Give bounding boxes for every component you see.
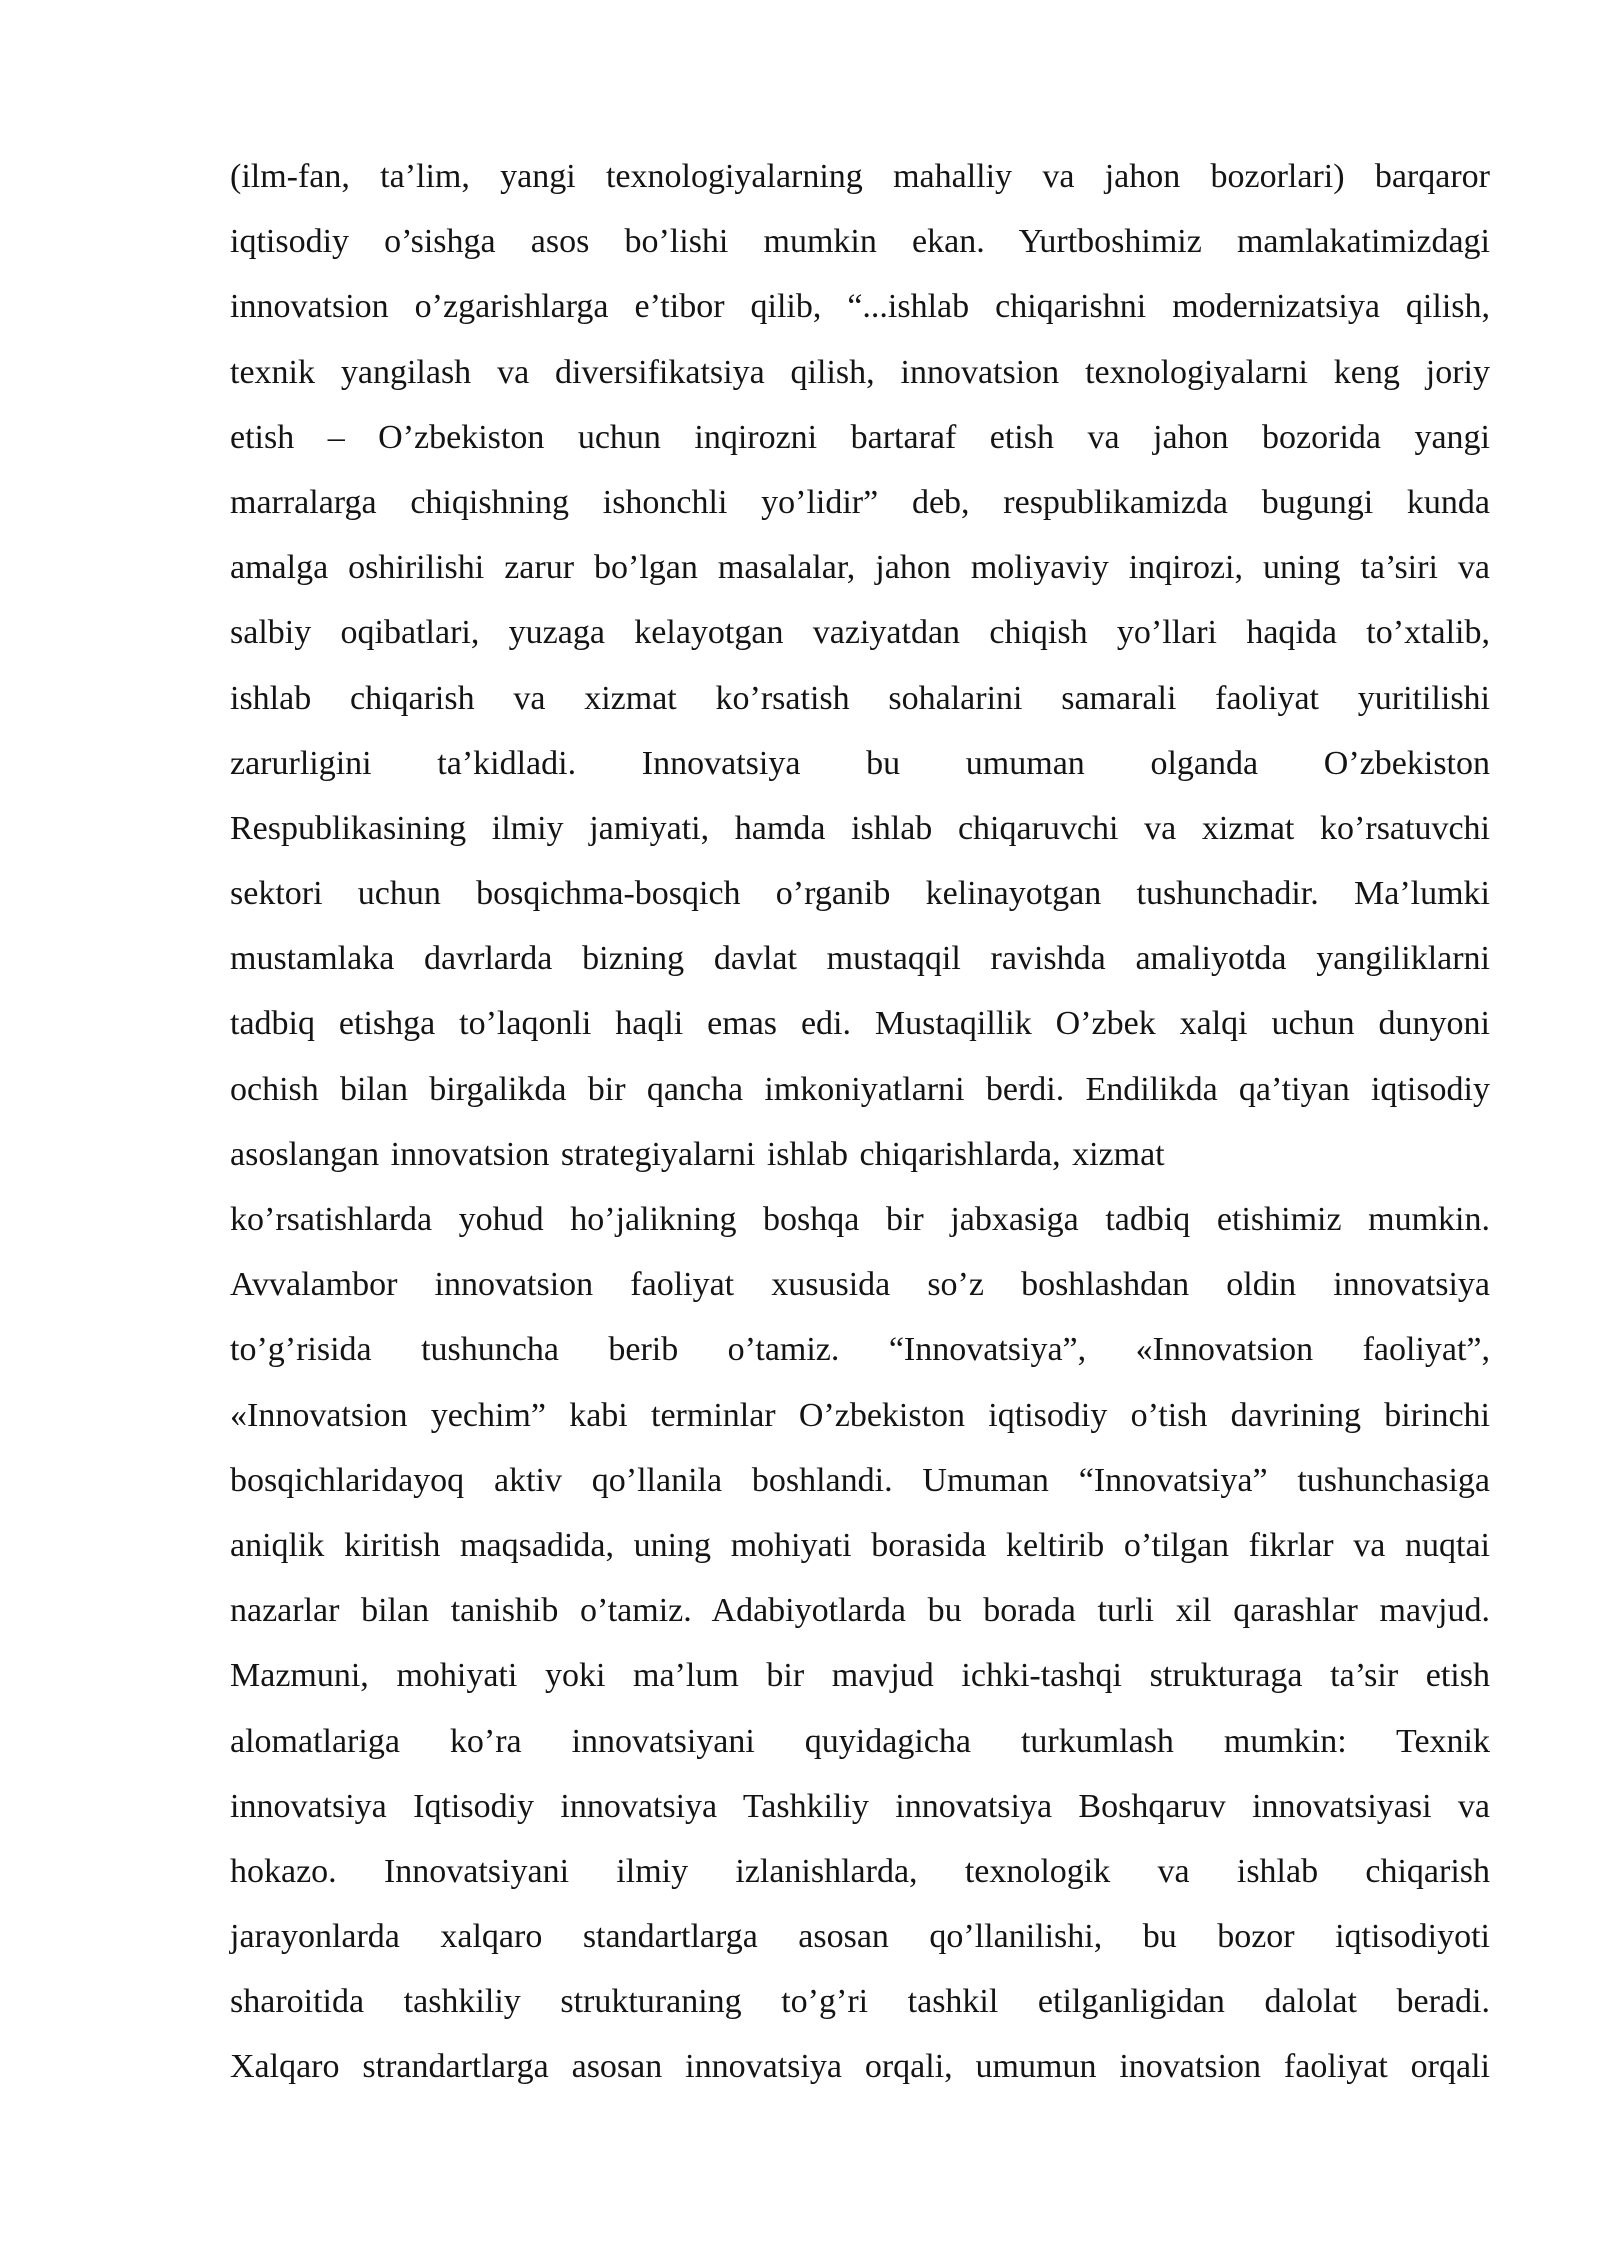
text-line: to’g’risida tushuncha berib o’tamiz. “Innovatsiya”, «Innovatsion faoliyat”, (230, 1331, 1490, 1369)
text-line: jarayonlarda xalqaro standartlarga asosan qo’llanilishi, bu bozor iqtisodiyoti (230, 1918, 1490, 1956)
text-line: bosqichlaridayoq aktiv qo’llanila boshlandi. Umuman “Innovatsiya” tushunchasiga (230, 1461, 1490, 1499)
text-line: iqtisodiy o’sishga asos bo’lishi mumkin ekan. Yurtboshimiz mamlakatimizdagi (230, 223, 1490, 261)
text-line: ishlab chiqarish va xizmat ko’rsatish sohalarini samarali faoliyat yuritilishi (230, 679, 1490, 717)
text-line: mustamlaka davrlarda bizning davlat mustaqqil ravishda amaliyotda yangiliklarni (230, 940, 1490, 978)
text-line: Respublikasining ilmiy jamiyati, hamda ishlab chiqaruvchi va xizmat ko’rsatuvchi (230, 809, 1490, 847)
text-line: ochish bilan birgalikda bir qancha imkoniyatlarni berdi. Endilikda qa’tiyan iqtisodiy (230, 1070, 1490, 1108)
text-line: alomatlariga ko’ra innovatsiyani quyidagicha turkumlash mumkin: Texnik (230, 1722, 1490, 1760)
text-line: nazarlar bilan tanishib o’tamiz. Adabiyotlarda bu borada turli xil qarashlar mavjud. (230, 1592, 1490, 1630)
text-line: marralarga chiqishning ishonchli yo’lidir” deb, respublikamizda bugungi kunda (230, 483, 1490, 521)
text-line: ko’rsatishlarda yohud ho’jalikning boshqa bir jabxasiga tadbiq etishimiz mumkin. (230, 1201, 1490, 1238)
text-line: Mazmuni, mohiyati yoki ma’lum bir mavjud ichki-tashqi strukturaga ta’sir etish (230, 1657, 1490, 1695)
text-line: innovatsiya Iqtisodiy innovatsiya Tashkiliy innovatsiya Boshqaruv innovatsiyasi va (230, 1787, 1490, 1825)
text-line: sharoitida tashkiliy strukturaning to’g’ri tashkil etilganligidan dalolat beradi. (230, 1983, 1490, 2021)
text-line: innovatsion o’zgarishlarga e’tibor qilib, “...ishlab chiqarishni modernizatsiya qilish, (230, 288, 1490, 326)
text-line: texnik yangilash va diversifikatsiya qilish, innovatsion texnologiyalarni keng joriy (230, 353, 1490, 391)
text-line: Xalqaro strandartlarga asosan innovatsiya orqali, umumun inovatsion faoliyat orqali (230, 2048, 1490, 2086)
body-text (230, 153, 1490, 2109)
text-line: hokazo. Innovatsiyani ilmiy izlanishlarda, texnologik va ishlab chiqarish (230, 1852, 1490, 1890)
text-line: (ilm-fan, ta’lim, yangi texnologiyalarning mahalliy va jahon bozorlari) barqaror (230, 158, 1490, 195)
text-line: etish – O’zbekiston uchun inqirozni bartaraf etish va jahon bozorida yangi (230, 418, 1490, 456)
text-line: «Innovatsion yechim” kabi terminlar O’zbekiston iqtisodiy o’tish davrining birinchi (230, 1396, 1490, 1434)
text-line: asoslangan innovatsion strategiyalarni ishlab chiqarishlarda, xizmat (230, 1135, 1165, 1173)
text-line: sektori uchun bosqichma-bosqich o’rganib kelinayotgan tushunchadir. Ma’lumki (230, 875, 1490, 913)
text-line: tadbiq etishga to’laqonli haqli emas edi. Mustaqillik O’zbek xalqi uchun dunyoni (230, 1005, 1490, 1043)
text-line: aniqlik kiritish maqsadida, uning mohiyati borasida keltirib o’tilgan fikrlar va nuqtai (230, 1526, 1490, 1564)
text-line: salbiy oqibatlari, yuzaga kelayotgan vaziyatdan chiqish yo’llari haqida to’xtalib, (230, 614, 1490, 652)
text-line: Avvalambor innovatsion faoliyat xususida so’z boshlashdan oldin innovatsiya (230, 1266, 1490, 1304)
text-line: amalga oshirilishi zarur bo’lgan masalalar, jahon moliyaviy inqirozi, uning ta’siri va (230, 549, 1490, 587)
text-line: zarurligini ta’kidladi. Innovatsiya bu umuman olganda O’zbekiston (230, 744, 1490, 782)
